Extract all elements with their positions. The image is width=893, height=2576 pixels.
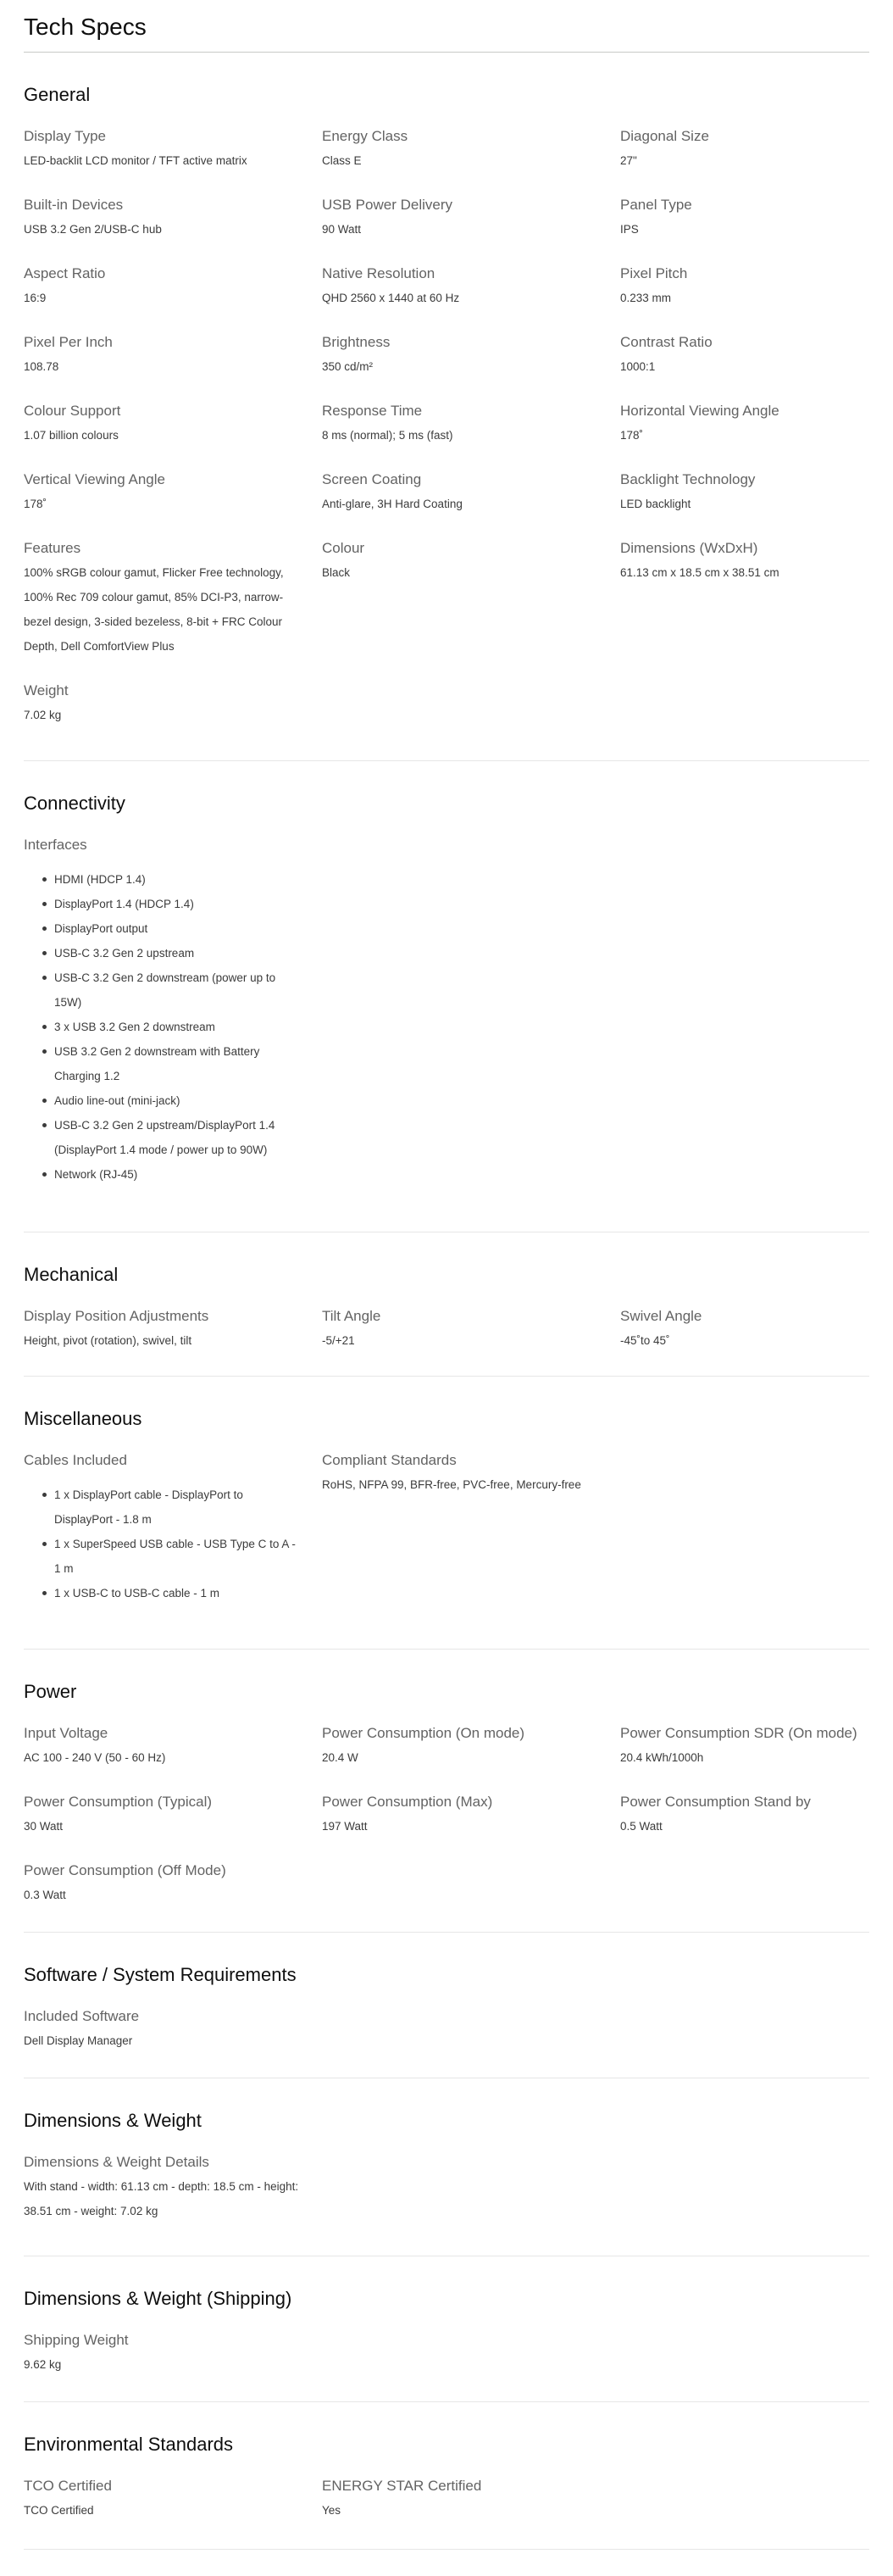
spec-cables-included — [24, 1450, 322, 1605]
spec-label: Brightness — [322, 334, 391, 350]
spec-value: 0.5 Watt — [620, 1820, 663, 1833]
spec-display-type — [24, 126, 322, 173]
spec-colour-support — [24, 401, 322, 448]
spec-value: 16:9 — [24, 292, 47, 304]
spec-power-consumption-on-mode — [322, 1723, 620, 1770]
spec-value: Height, pivot (rotation), swivel, tilt — [24, 1334, 192, 1347]
spec-label: Pixel Per Inch — [24, 334, 113, 350]
spec-value: 350 cd/m² — [322, 360, 374, 373]
spec-tco-certified — [24, 2476, 322, 2523]
spec-diagonal-size — [620, 126, 890, 173]
spec-label: Native Resolution — [322, 265, 435, 281]
spec-value: 27" — [620, 154, 637, 167]
spec-weight — [24, 681, 322, 727]
mechanical-spec-grid — [24, 1306, 869, 1375]
spec-included-software — [24, 2006, 322, 2053]
list-item: Network (RJ-45) — [42, 1162, 303, 1187]
spec-label: ENERGY STAR Certified — [322, 2478, 482, 2494]
spec-label: Energy Class — [322, 128, 408, 144]
shipping-spec-grid — [24, 2330, 869, 2399]
spec-label: Display Type — [24, 128, 107, 144]
spec-power-consumption-off — [24, 1861, 322, 1907]
spec-dimensions-weight-details — [24, 2152, 322, 2223]
spec-tilt-angle — [322, 1306, 620, 1353]
spec-value: Class E — [322, 154, 362, 167]
spec-label: Aspect Ratio — [24, 265, 106, 281]
spec-label: Swivel Angle — [620, 1308, 702, 1324]
spec-backlight-technology — [620, 470, 890, 516]
spec-horizontal-viewing-angle — [620, 401, 890, 448]
spec-label: Power Consumption (Off Mode) — [24, 1862, 226, 1878]
spec-label: Response Time — [322, 403, 423, 419]
miscellaneous-spec-grid — [24, 1450, 869, 1627]
spec-value: 178˚ — [620, 429, 644, 442]
section-title-connectivity: Connectivity — [24, 793, 125, 814]
spec-value: Yes — [322, 2504, 341, 2517]
list-item: DisplayPort 1.4 (HDCP 1.4) — [42, 892, 303, 916]
spec-label: Vertical Viewing Angle — [24, 471, 165, 487]
spec-value: Black — [322, 566, 351, 579]
spec-value: With stand - width: 61.13 cm - depth: 18.5 cm - height: 38.51 cm - weight: 7.02 kg — [24, 2180, 299, 2217]
spec-label: Compliant Standards — [322, 1452, 457, 1468]
list-item: USB 3.2 Gen 2 downstream with Battery Charging 1.2 — [42, 1039, 303, 1088]
spec-value: 108.78 — [24, 360, 59, 373]
spec-label: Contrast Ratio — [620, 334, 713, 350]
spec-value: 1000:1 — [620, 360, 656, 373]
spec-value: 100% sRGB colour gamut, Flicker Free technology, 100% Rec 709 colour gamut, 85% DCI-P3, narrow-bezel design, 3-sided bezeless, 8-bit + FRC Colour Depth, Dell ComfortView Plus — [24, 566, 284, 653]
spec-usb-power-delivery — [322, 195, 620, 242]
spec-label: Power Consumption (Max) — [322, 1794, 493, 1810]
section-title-miscellaneous: Miscellaneous — [24, 1408, 142, 1429]
list-item: HDMI (HDCP 1.4) — [42, 867, 303, 892]
section-dimensions-weight — [24, 2078, 869, 2256]
section-title-general: General — [24, 84, 91, 105]
section-mechanical — [24, 1232, 869, 1377]
spec-value: USB 3.2 Gen 2/USB-C hub — [24, 223, 162, 236]
spec-label: Dimensions & Weight Details — [24, 2154, 209, 2170]
dimensions-spec-grid — [24, 2152, 869, 2245]
section-environmental-standards — [24, 2402, 869, 2550]
spec-response-time — [322, 401, 620, 448]
spec-value: LED-backlit LCD monitor / TFT active matrix — [24, 154, 247, 167]
spec-label: Interfaces — [24, 837, 87, 853]
list-item: DisplayPort output — [42, 916, 303, 941]
spec-value: 20.4 W — [322, 1751, 358, 1764]
spec-value: -5/+21 — [322, 1334, 355, 1347]
spec-label: Colour — [322, 540, 365, 556]
spec-value: 9.62 kg — [24, 2358, 62, 2371]
spec-dimensions-wxdxh — [620, 538, 890, 659]
spec-value: 8 ms (normal); 5 ms (fast) — [322, 429, 453, 442]
spec-label: Features — [24, 540, 81, 556]
list-item: Audio line-out (mini-jack) — [42, 1088, 303, 1113]
spec-value: 178˚ — [24, 498, 47, 510]
power-spec-grid — [24, 1723, 869, 1929]
section-power — [24, 1650, 869, 1933]
spec-power-consumption-max — [322, 1792, 620, 1839]
page-title: Tech Specs — [24, 0, 869, 53]
spec-value: 90 Watt — [322, 223, 362, 236]
section-general — [24, 53, 869, 761]
spec-label: Power Consumption Stand by — [620, 1794, 811, 1810]
spec-label: Weight — [24, 682, 69, 698]
spec-label: Power Consumption (Typical) — [24, 1794, 213, 1810]
spec-value: TCO Certified — [24, 2504, 94, 2517]
spec-energy-star-certified — [322, 2476, 620, 2523]
spec-label: Power Consumption (On mode) — [322, 1725, 525, 1741]
spec-label: Panel Type — [620, 197, 692, 213]
spec-value: 0.3 Watt — [24, 1889, 66, 1901]
spec-colour — [322, 538, 620, 659]
spec-panel-type — [620, 195, 890, 242]
spec-label: Horizontal Viewing Angle — [620, 403, 779, 419]
section-title-environmental-standards: Environmental Standards — [24, 2434, 234, 2455]
spec-label: Shipping Weight — [24, 2332, 129, 2348]
spec-label: Built-in Devices — [24, 197, 124, 213]
spec-value: 30 Watt — [24, 1820, 64, 1833]
spec-value: LED backlight — [620, 498, 691, 510]
spec-value: Dell Display Manager — [24, 2034, 133, 2047]
spec-aspect-ratio — [24, 264, 322, 310]
section-connectivity — [24, 761, 869, 1232]
spec-pixel-per-inch — [24, 332, 322, 379]
spec-input-voltage — [24, 1723, 322, 1770]
spec-value: 61.13 cm x 18.5 cm x 38.51 cm — [620, 566, 779, 579]
spec-value: AC 100 - 240 V (50 - 60 Hz) — [24, 1751, 166, 1764]
spec-label: Diagonal Size — [620, 128, 709, 144]
general-spec-grid — [24, 126, 869, 749]
spec-label: Colour Support — [24, 403, 121, 419]
spec-label: Backlight Technology — [620, 471, 756, 487]
spec-label: Pixel Pitch — [620, 265, 688, 281]
section-title-dimensions-weight: Dimensions & Weight — [24, 2110, 202, 2131]
spec-pixel-pitch — [620, 264, 890, 310]
section-title-power: Power — [24, 1681, 77, 1702]
environmental-spec-grid — [24, 2476, 869, 2545]
spec-power-consumption-sdr — [620, 1723, 890, 1770]
section-miscellaneous — [24, 1377, 869, 1650]
section-dimensions-weight-shipping — [24, 2256, 869, 2402]
spec-value: 7.02 kg — [24, 709, 62, 721]
spec-label: USB Power Delivery — [322, 197, 452, 213]
spec-value: QHD 2560 x 1440 at 60 Hz — [322, 292, 460, 304]
spec-energy-class — [322, 126, 620, 173]
spec-features — [24, 538, 322, 659]
list-item: 1 x USB-C to USB-C cable - 1 m — [42, 1581, 303, 1605]
spec-vertical-viewing-angle — [24, 470, 322, 516]
spec-interfaces — [24, 835, 869, 1187]
spec-value: 197 Watt — [322, 1820, 368, 1833]
spec-shipping-weight — [24, 2330, 322, 2377]
spec-label: Cables Included — [24, 1452, 127, 1468]
spec-label: Included Software — [24, 2008, 140, 2024]
spec-value: RoHS, NFPA 99, BFR-free, PVC-free, Mercury-free — [322, 1478, 581, 1491]
spec-value: Anti-glare, 3H Hard Coating — [322, 498, 463, 510]
spec-value: 20.4 kWh/1000h — [620, 1751, 704, 1764]
spec-built-in-devices — [24, 195, 322, 242]
list-item: 1 x SuperSpeed USB cable - USB Type C to A - 1 m — [42, 1532, 303, 1581]
spec-native-resolution — [322, 264, 620, 310]
section-title-software: Software / System Requirements — [24, 1964, 297, 1985]
interfaces-list — [24, 867, 303, 1187]
spec-value: 0.233 mm — [620, 292, 672, 304]
list-item: 3 x USB 3.2 Gen 2 downstream — [42, 1015, 303, 1039]
section-software — [24, 1933, 869, 2078]
spec-display-position-adjustments — [24, 1306, 322, 1353]
spec-value: IPS — [620, 223, 639, 236]
spec-swivel-angle — [620, 1306, 890, 1353]
spec-brightness — [322, 332, 620, 379]
section-title-mechanical: Mechanical — [24, 1264, 119, 1285]
list-item: USB-C 3.2 Gen 2 upstream — [42, 941, 303, 965]
software-spec-grid — [24, 2006, 869, 2075]
spec-label: Screen Coating — [322, 471, 422, 487]
list-item: 1 x DisplayPort cable - DisplayPort to DisplayPort - 1.8 m — [42, 1483, 303, 1532]
list-item: USB-C 3.2 Gen 2 downstream (power up to 15W) — [42, 965, 303, 1015]
spec-label: Power Consumption SDR (On mode) — [620, 1725, 857, 1741]
spec-label: TCO Certified — [24, 2478, 112, 2494]
section-title-dimensions-weight-shipping: Dimensions & Weight (Shipping) — [24, 2288, 292, 2309]
spec-label: Tilt Angle — [322, 1308, 381, 1324]
spec-power-consumption-standby — [620, 1792, 890, 1839]
spec-contrast-ratio — [620, 332, 890, 379]
spec-value: -45˚to 45˚ — [620, 1334, 670, 1347]
spec-label: Display Position Adjustments — [24, 1308, 209, 1324]
list-item: USB-C 3.2 Gen 2 upstream/DisplayPort 1.4 (DisplayPort 1.4 mode / power up to 90W) — [42, 1113, 303, 1162]
spec-screen-coating — [322, 470, 620, 516]
spec-power-consumption-typical — [24, 1792, 322, 1839]
spec-label: Input Voltage — [24, 1725, 108, 1741]
spec-value: 1.07 billion colours — [24, 429, 119, 442]
cables-list — [24, 1483, 303, 1605]
spec-compliant-standards — [322, 1450, 620, 1605]
spec-label: Dimensions (WxDxH) — [620, 540, 758, 556]
